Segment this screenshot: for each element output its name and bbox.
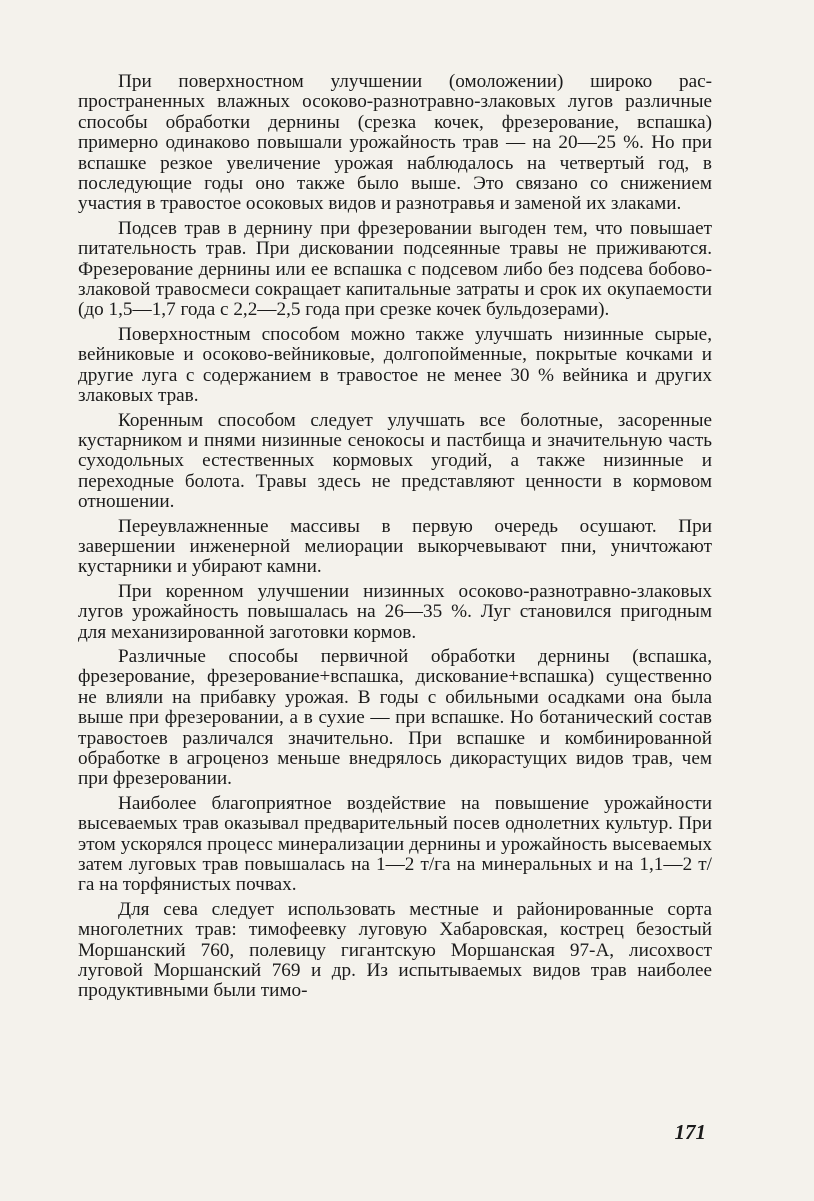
paragraph-2: Подсев трав в дернину при фрезеровании выгоден тем, что повышает питательность трав. При дисковании подсеянные травы не приживаются. Фрезерование дернины или ее вспашка с подсевом либо без подсева бобово-злаковой травосмеси сокращает капитальные затраты и срок их окупаемости (до 1,5—1,7 года с 2,2—2,5 года при срезке кочек бульдозерами). [78,217,712,321]
paragraph-3: Поверхностным способом можно также улучшать низинные сырые, вейниковые и осоково-вейниковые, долгопойменные, покрытые кочками и другие луга с содержанием в травостое не менее 30 % вейника и других злаковых трав. [78,323,712,407]
paragraph-9: Для сева следует использовать местные и районированные сорта многолетних трав: тимофеевку луговую Хабаровская, кострец безостый Моршанский 760, полевицу гигантскую Моршанская 97-А, лисохвост луговой Моршанский 769 и др. Из испытываемых видов трав наиболее продуктивными были тимо- [78,898,712,1002]
paragraph-7: Различные способы первичной обработки дернины (вспашка, фрезерование, фрезерование+вспашка, дискование+вспашка) существенно не влияли на прибавку урожая. В годы с обильными осадками она была выше при фрезеровании, а в сухие — при вспашке. Но ботанический состав травостоев различался значительно. При вспашке и комбинированной обработке в агроценоз меньше внедрялось дикорастущих видов трав, чем при фрезеровании. [78,645,712,790]
paragraph-1: При поверхностном улучшении (омоложении) широко распространенных влажных осоково-разнотравно-злаковых лугов различные способы обработки дернины (срезка кочек, фрезерование, вспашка) примерно одинаково повышали урожайность трав — на 20—25 %. Но при вспашке резкое увеличение урожая наблюдалось на четвертый год, в последующие годы оно также было выше. Это связано со снижением участия в травостое осоковых видов и разнотравья и заменой их злаками. [78,71,712,215]
paragraph-4: Коренным способом следует улучшать все болотные, засоренные кустарником и пнями низинные сенокосы и пастбища и значительную часть суходольных естественных кормовых угодий, а также низинные и переходные болота. Травы здесь не представляют ценности в кормовом отношении. [78,409,712,513]
paragraph-8: Наиболее благоприятное воздействие на повышение урожайности высеваемых трав оказывал предварительный посев однолетних культур. При этом ускорялся процесс минерализации дернины и урожайность высеваемых затем луговых трав повышалась на 1—2 т/га на минеральных и на 1,1—2 т/га на торфянистых почвах. [78,792,712,896]
page-number: 171 [674,1120,706,1144]
paragraph-6: При коренном улучшении низинных осоково-разнотравно-злаковых лугов урожайность повышалась на 26—35 %. Луг становился пригодным для механизированной заготовки кормов. [78,580,712,643]
page-body [78,72,712,1006]
paragraph-5: Переувлажненные массивы в первую очередь осушают. При завершении инженерной мелиорации выкорчевывают пни, уничтожают кустарники и убирают камни. [78,515,712,578]
